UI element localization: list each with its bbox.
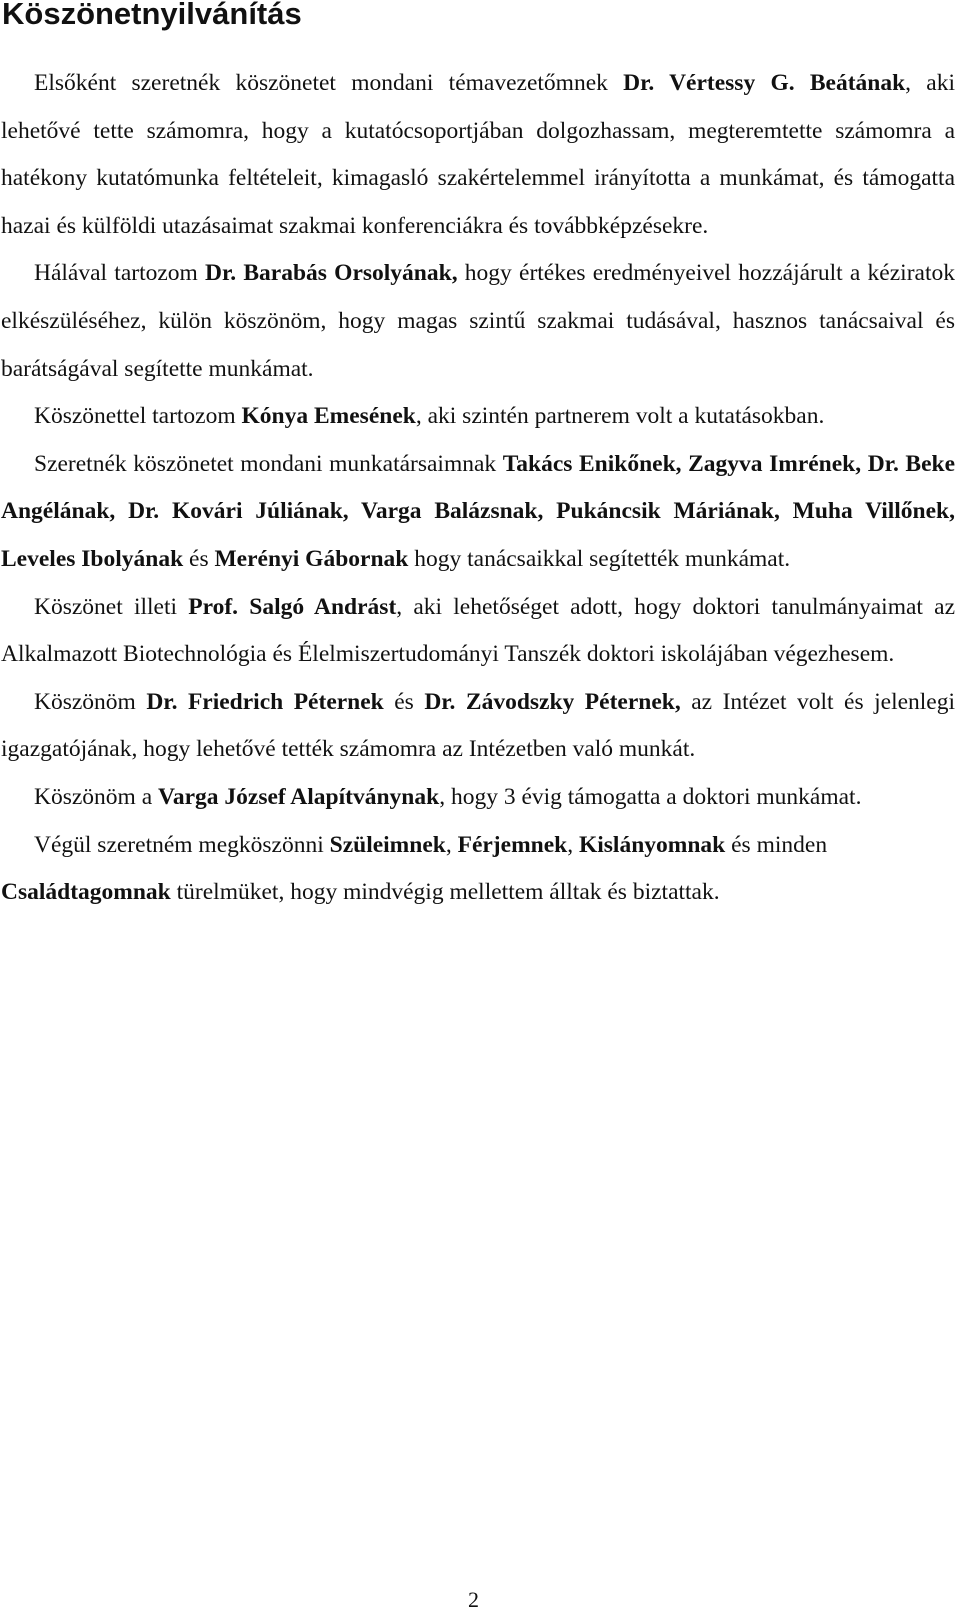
paragraph-foundation <box>1 774 955 822</box>
text-run: , aki lehetőséget adott, hogy doktori tanulmányaimat az Alkalmazott Biotechnológia és Élelmiszertudományi Tanszék doktori iskolájában végezhesem. <box>1 593 955 668</box>
text-run: , aki szintén partnerem volt a kutatásokban. <box>415 403 825 430</box>
text-run: hogy tanácsaikkal segítették munkámat. <box>408 545 791 572</box>
text-run: türelmüket, hogy mindvégig mellettem álltak és biztattak. <box>170 879 720 906</box>
bold-text-run: Kislányomnak <box>578 831 726 858</box>
text-run: Köszönöm <box>34 688 147 715</box>
text-run: Hálával tartozom <box>34 260 206 287</box>
text-run: , aki lehetővé tette számomra, hogy a kutatócsoportjában dolgozhassam, megteremtette számomra a hatékony kutatómunka feltételeit, kimagasló szakértelemmel irányította a munkámat, és támogatta hazai és külföldi utazásaimat szakmai konferenciákra és továbbképzésekre. <box>1 70 955 239</box>
bold-text-run: Családtagomnak <box>1 879 171 906</box>
text-run: és minden <box>725 831 828 858</box>
page-number: 2 <box>468 1587 479 1612</box>
text-run: az Intézet volt és jelenlegi igazgatójának, hogy lehetővé tették számomra az Intézetben való munkát. <box>1 688 956 763</box>
text-run: Köszönöm a <box>34 783 159 810</box>
text-run: Köszönettel tartozom <box>34 403 242 430</box>
paragraph-supervisor <box>1 60 955 250</box>
text-run: és <box>383 688 425 715</box>
paragraph-family <box>1 822 955 917</box>
bold-text-run: Kónya Emesének <box>241 403 416 430</box>
paragraph-directors <box>1 679 955 774</box>
bold-text-run: Takács Enikőnek, Zagyva Imrének, Dr. Beke Angélának, Dr. Kovári Júliának, Varga Balázsnak, Pukáncsik Máriának, Muha Villőnek, Leveles Ibolyának <box>1 450 955 572</box>
paragraph-colleagues <box>1 441 955 584</box>
paragraph-konya <box>1 393 955 441</box>
bold-text-run: Prof. Salgó Andrást <box>188 593 397 620</box>
text-run: és <box>183 545 215 572</box>
bold-text-run: Dr. Barabás Orsolyának, <box>205 260 458 287</box>
text-run: Köszönet illeti <box>34 593 189 620</box>
bold-text-run: Merényi Gábornak <box>214 545 409 572</box>
text-run: hogy értékes eredményeivel hozzájárult a kéziratok elkészüléséhez, külön köszönöm, hogy magas szintű szakmai tudásával, hasznos tanácsaival és barátságával segítette munkámat. <box>1 260 955 382</box>
bold-text-run: Dr. Závodszky Péternek, <box>424 688 681 715</box>
paragraph-barabas <box>1 250 955 393</box>
text-run: , hogy 3 évig támogatta a doktori munkámat. <box>439 783 862 810</box>
bold-text-run: Varga József Alapítványnak <box>158 783 440 810</box>
bold-text-run: Férjemnek <box>457 831 568 858</box>
bold-text-run: Dr. Friedrich Péternek <box>146 688 384 715</box>
bold-text-run: Szüleimnek <box>329 831 446 858</box>
bold-text-run: Dr. Vértessy G. Beátának <box>623 70 906 96</box>
page-title: Köszönetnyilvánítás <box>2 0 302 31</box>
text-run: Végül szeretném megköszönni <box>34 831 330 858</box>
paragraph-salgo <box>1 584 955 679</box>
text-run: Szeretnék köszönetet mondani munkatársaimnak <box>34 450 503 477</box>
acknowledgements-body <box>1 60 955 917</box>
text-run: , <box>567 831 579 858</box>
text-run: Elsőként szeretnék köszönetet mondani témavezetőmnek <box>34 70 624 96</box>
text-run: , <box>445 831 458 858</box>
